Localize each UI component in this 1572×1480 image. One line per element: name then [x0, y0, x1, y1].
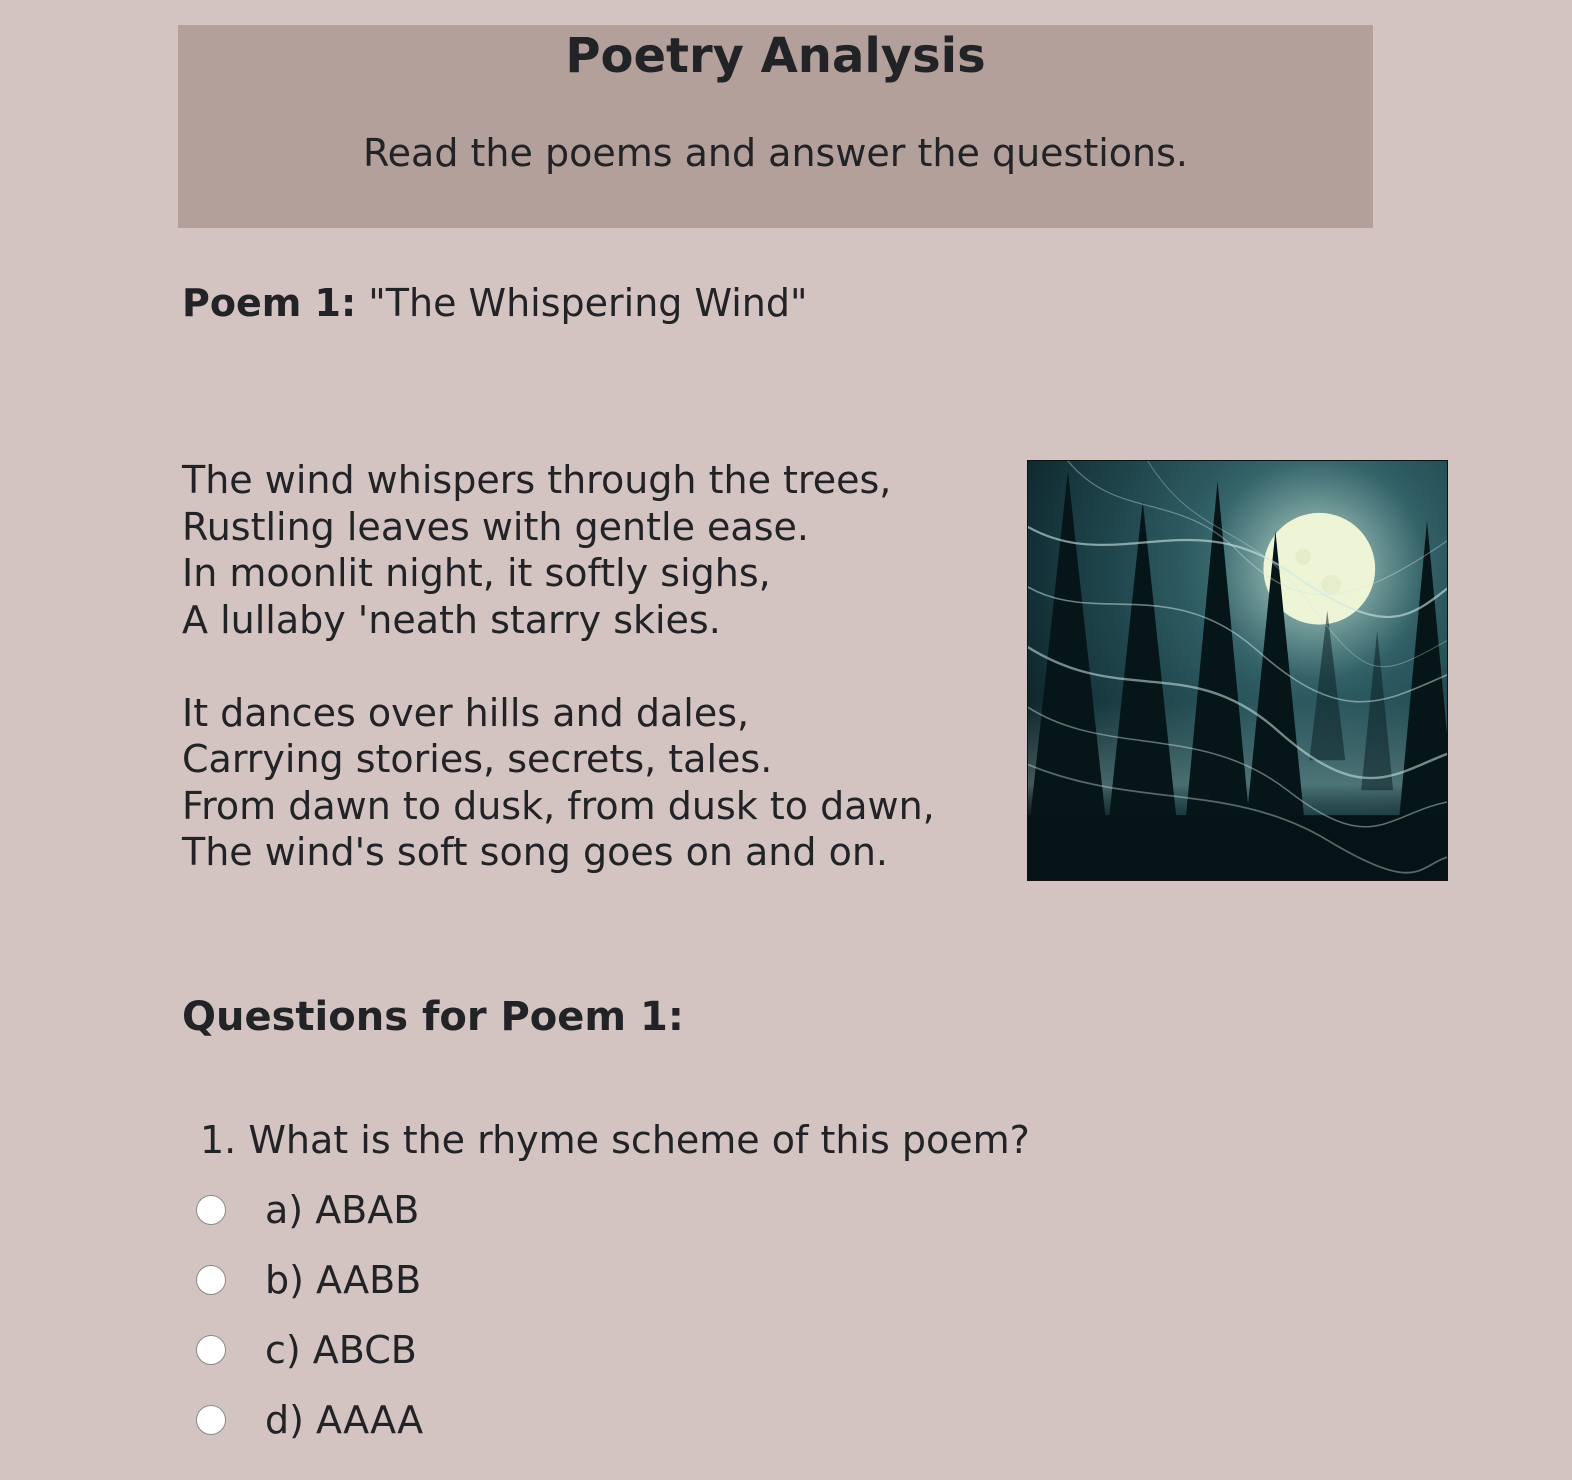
option-label: d) AAAA — [265, 1398, 424, 1442]
poem-heading — [182, 277, 808, 329]
radio-button[interactable] — [196, 1335, 226, 1365]
poem-stanza — [182, 690, 935, 876]
poem-line: Carrying stories, secrets, tales. — [182, 737, 773, 781]
poem-line: The wind whispers through the trees, — [182, 458, 892, 502]
poem-line: The wind's soft song goes on and on. — [182, 830, 889, 874]
moonlit-forest-illustration — [1028, 461, 1447, 880]
poem-label: Poem 1: — [182, 281, 357, 325]
poem-text — [182, 457, 935, 922]
questions-heading: Questions for Poem 1: — [182, 994, 684, 1040]
answer-option-a[interactable] — [196, 1184, 419, 1236]
option-label: a) ABAB — [265, 1188, 420, 1232]
option-label: b) AABB — [265, 1258, 422, 1302]
page-subtitle: Read the poems and answer the questions. — [362, 131, 1189, 175]
poem-line: It dances over hills and dales, — [182, 690, 750, 735]
poem-stanza — [182, 457, 935, 643]
answer-option-c[interactable] — [196, 1324, 417, 1376]
radio-button[interactable] — [196, 1195, 226, 1225]
poem-line: From dawn to dusk, from dusk to dawn, — [182, 783, 935, 828]
page-title: Poetry Analysis — [565, 28, 986, 84]
answer-option-b[interactable] — [196, 1254, 421, 1306]
option-label: c) ABCB — [265, 1328, 417, 1372]
radio-button[interactable] — [196, 1405, 226, 1435]
question-text: 1. What is the rhyme scheme of this poem? — [200, 1118, 1030, 1162]
answer-option-d[interactable] — [196, 1394, 423, 1446]
poem-line: In moonlit night, it softly sighs, — [182, 551, 771, 595]
page-header — [178, 25, 1373, 228]
moonlit-forest-image — [1027, 460, 1448, 881]
poem-line: A lullaby 'neath starry skies. — [182, 597, 721, 642]
poem-title: "The Whispering Wind" — [368, 281, 808, 325]
poem-line: Rustling leaves with gentle ease. — [182, 504, 809, 549]
radio-button[interactable] — [196, 1265, 226, 1295]
